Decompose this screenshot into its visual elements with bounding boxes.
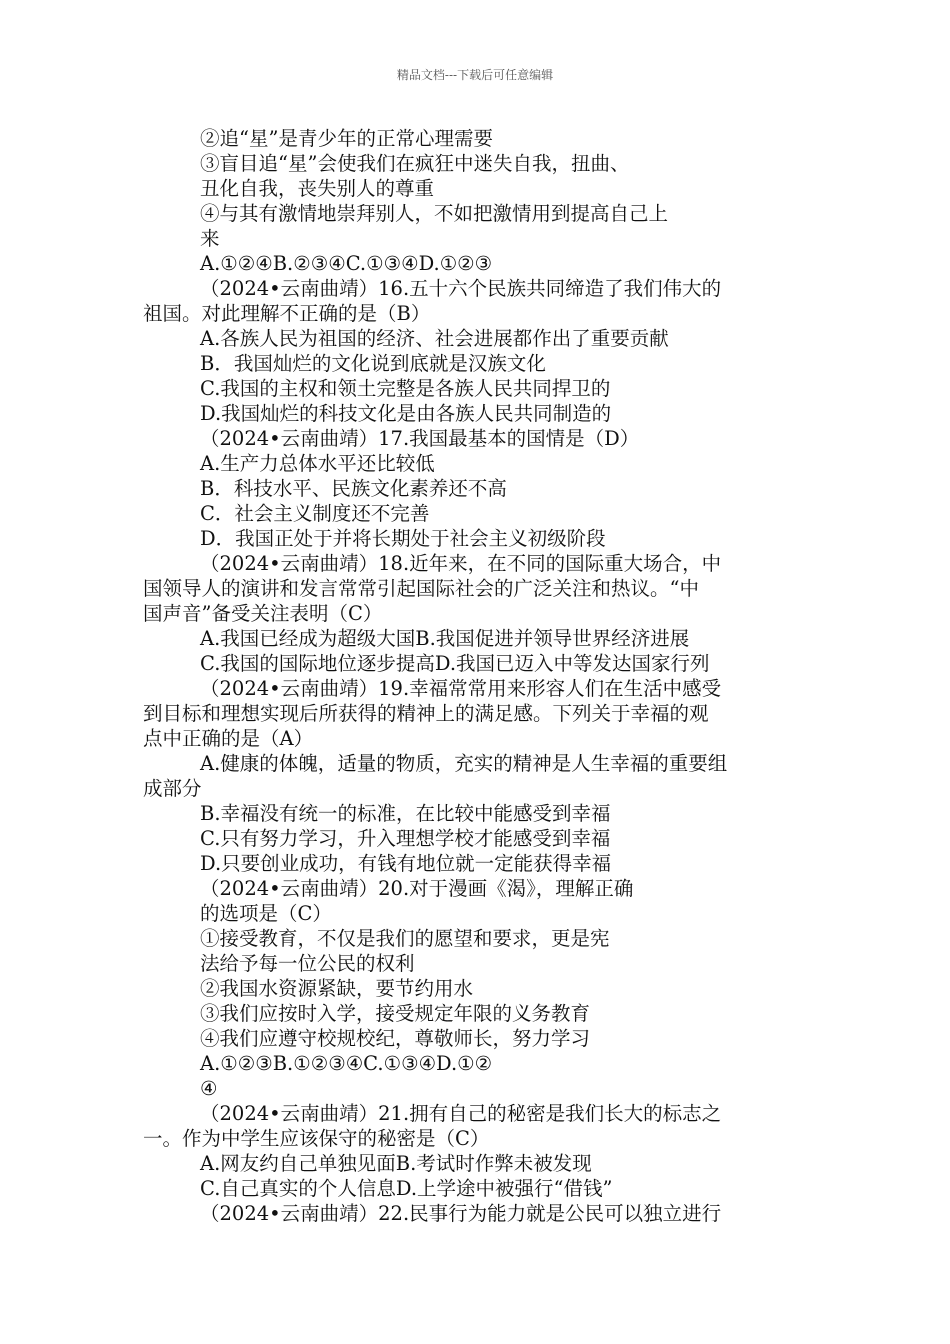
text-line: ③我们应按时入学，接受规定年限的义务教育 bbox=[200, 1002, 591, 1025]
text-line: 国声音”备受关注表明（C） bbox=[143, 602, 383, 625]
question-stem: （2024•云南曲靖）19.幸福常常用来形容人们在生活中感受 bbox=[200, 677, 722, 700]
text-line: 的选项是（C） bbox=[200, 902, 332, 925]
text-line: A.①②③B.①②③④C.①③④D.①② bbox=[200, 1052, 493, 1075]
text-line: B.幸福没有统一的标准，在比较中能感受到幸福 bbox=[200, 802, 611, 825]
text-line: 丑化自我，丧失别人的尊重 bbox=[200, 177, 435, 200]
question-stem: （2024•云南曲靖）18.近年来，在不同的国际重大场合，中 bbox=[200, 552, 722, 575]
text-line: 点中正确的是（A） bbox=[143, 727, 314, 750]
text-line: C.自己真实的个人信息D.上学途中被强行“借钱” bbox=[200, 1177, 613, 1200]
text-line: 国领导人的演讲和发言常常引起国际社会的广泛关注和热议。“中 bbox=[143, 577, 699, 600]
text-line: ①接受教育，不仅是我们的愿望和要求，更是宪 bbox=[200, 927, 610, 950]
text-line: ④我们应遵守校规校纪，尊敬师长，努力学习 bbox=[200, 1027, 591, 1050]
question-stem: （2024•云南曲靖）17.我国最基本的国情是（D） bbox=[200, 427, 640, 450]
text-line: A.各族人民为祖国的经济、社会进展都作出了重要贡献 bbox=[200, 327, 669, 350]
text-line: C．社会主义制度还不完善 bbox=[200, 502, 430, 525]
question-stem: （2024•云南曲靖）16.五十六个民族共同缔造了我们伟大的 bbox=[200, 277, 722, 300]
question-stem: （2024•云南曲靖）21.拥有自己的秘密是我们长大的标志之 bbox=[200, 1102, 722, 1125]
text-line: A.生产力总体水平还比较低 bbox=[200, 452, 435, 475]
text-line: ③盲目追“星”会使我们在疯狂中迷失自我，扭曲、 bbox=[200, 152, 630, 175]
page-header: 精品文档---下载后可任意编辑 bbox=[396, 68, 554, 82]
text-line: 法给予每一位公民的权利 bbox=[200, 952, 415, 975]
question-stem: （2024•云南曲靖）22.民事行为能力就是公民可以独立进行 bbox=[200, 1202, 722, 1225]
text-line: 来 bbox=[200, 227, 220, 250]
text-line: ②我国水资源紧缺，要节约用水 bbox=[200, 977, 474, 1000]
text-line: A.健康的体魄，适量的物质，充实的精神是人生幸福的重要组 bbox=[200, 752, 728, 775]
text-line: ②追“星”是青少年的正常心理需要 bbox=[200, 127, 493, 150]
text-line: A.我国已经成为超级大国B.我国促进并领导世界经济进展 bbox=[200, 627, 690, 650]
text-line: ④ bbox=[200, 1077, 218, 1100]
text-line: A.网友约自己单独见面B.考试时作弊未被发现 bbox=[200, 1152, 592, 1175]
text-line: 祖国。对此理解不正确的是（B） bbox=[143, 302, 431, 325]
text-line: A.①②④B.②③④C.①③④D.①②③ bbox=[200, 252, 493, 275]
text-line: C.只有努力学习，升入理想学校才能感受到幸福 bbox=[200, 827, 611, 850]
text-line: 一。作为中学生应该保守的秘密是（C） bbox=[143, 1127, 490, 1150]
text-line: D.只要创业成功，有钱有地位就一定能获得幸福 bbox=[200, 852, 612, 875]
text-line: 成部分 bbox=[143, 777, 202, 800]
text-line: B．我国灿烂的文化说到底就是汉族文化 bbox=[200, 352, 546, 375]
text-line: ④与其有激情地崇拜别人，不如把激情用到提高自己上 bbox=[200, 202, 669, 225]
text-line: B．科技水平、民族文化素养还不高 bbox=[200, 477, 507, 500]
question-stem: （2024•云南曲靖）20.对于漫画《渴》，理解正确 bbox=[200, 877, 634, 900]
text-line: D.我国灿烂的科技文化是由各族人民共同制造的 bbox=[200, 402, 612, 425]
text-line: C.我国的国际地位逐步提高D.我国已迈入中等发达国家行列 bbox=[200, 652, 710, 675]
text-line: 到目标和理想实现后所获得的精神上的满足感。下列关于幸福的观 bbox=[143, 702, 709, 725]
text-line: C.我国的主权和领土完整是各族人民共同捍卫的 bbox=[200, 377, 611, 400]
text-line: D．我国正处于并将长期处于社会主义初级阶段 bbox=[200, 527, 606, 550]
